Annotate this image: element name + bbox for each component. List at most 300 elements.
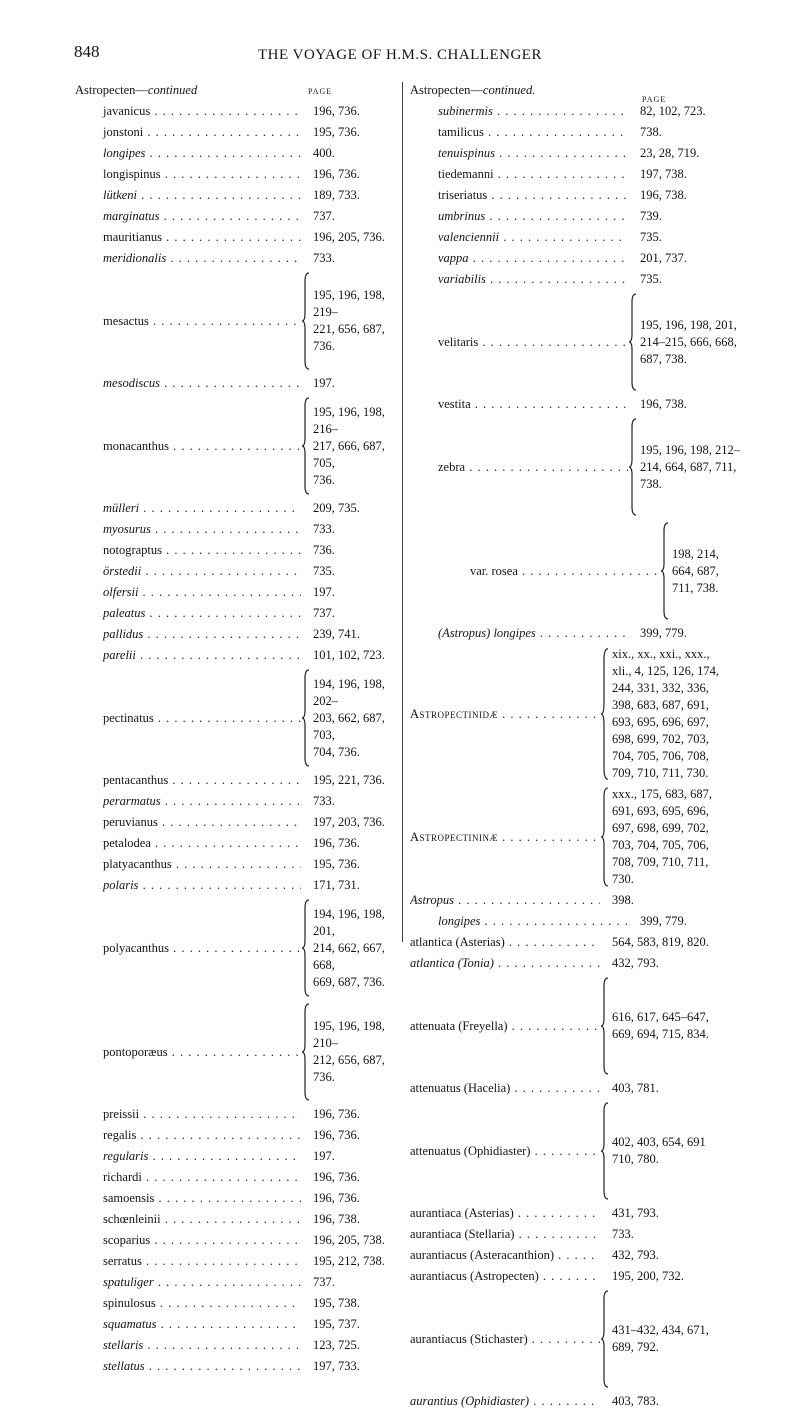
page-number: 848 [74, 42, 100, 61]
page-label: PAGE [642, 95, 667, 104]
entry-term: Astropectininæ . . [410, 830, 600, 844]
page-reference-line: 244, 331, 332, 336, [612, 681, 709, 695]
entry-name [75, 1337, 301, 1354]
heading-genus: Astropecten— [75, 83, 148, 97]
entry-pages [311, 521, 395, 538]
entry-term: longispinus . . [103, 167, 301, 181]
entry-name [410, 396, 628, 413]
index-entry [75, 373, 395, 394]
entry-term: marginatus . . [103, 209, 301, 223]
entry-pages [311, 877, 395, 894]
page-reference-line: 704, 736. [313, 744, 360, 759]
brace [628, 208, 638, 225]
brace [628, 187, 638, 204]
brace [301, 1127, 311, 1144]
entry-name [75, 1169, 301, 1186]
page-reference-line: 197. [313, 585, 335, 599]
index-entry [75, 1251, 395, 1272]
page-reference-line: 698, 699, 702, 703, [612, 732, 709, 746]
entry-term: aurantiaca (Asterias) . . [410, 1206, 600, 1220]
entry-pages [638, 208, 740, 225]
entry-name [410, 166, 628, 183]
entry-pages [311, 835, 395, 852]
entry-term: attenuatus (Hacelia) . . [410, 1081, 600, 1095]
brace [660, 521, 670, 621]
entry-name [75, 1044, 301, 1061]
page-reference-line: 197, 738. [640, 167, 687, 181]
page-reference-line: 189, 733. [313, 188, 360, 202]
brace [301, 1148, 311, 1165]
entry-term: polyacanthus . . [103, 941, 301, 955]
entry-pages [311, 187, 395, 204]
entry-term: jonstoni . . [103, 125, 301, 139]
brace [600, 1080, 610, 1097]
page-reference-line: 197. [313, 376, 335, 390]
entry-pages [311, 626, 395, 643]
entry-pages [610, 1205, 740, 1222]
page-reference-line: 123, 725. [313, 1338, 360, 1352]
entry-term: aurantiaca (Stellaria) . . [410, 1227, 600, 1241]
entry-term: variabilis . . [438, 272, 628, 286]
brace [628, 124, 638, 141]
index-entry [410, 623, 740, 644]
page-reference-line: 209, 735. [313, 501, 360, 515]
brace [628, 145, 638, 162]
index-entry [410, 519, 740, 623]
entry-term: vestita . . [438, 397, 628, 411]
page-reference-line: 739. [640, 209, 662, 223]
entry-term: stellatus . . [103, 1359, 301, 1373]
index-entry [75, 1209, 395, 1230]
entry-term: örstedii . . [103, 564, 301, 578]
page-reference-line: 400. [313, 146, 335, 160]
page-reference-line: 82, 102, 723. [640, 104, 706, 118]
entry-name [75, 187, 301, 204]
entry-term: valenciennii . . [438, 230, 628, 244]
brace [301, 1106, 311, 1123]
entry-name [75, 1106, 301, 1123]
index-entry [410, 1266, 740, 1287]
entry-pages [311, 647, 395, 664]
heading-continued: continued. [482, 83, 536, 97]
entry-name [75, 1190, 301, 1207]
entry-name [75, 1316, 301, 1333]
brace [301, 124, 311, 141]
entry-name [75, 313, 301, 330]
entry-term: atlantica (Asterias) . . [410, 935, 600, 949]
index-entry [410, 932, 740, 953]
brace [301, 187, 311, 204]
page-reference-line: 195, 196, 198, 201, [640, 317, 737, 332]
entry-pages [610, 1247, 740, 1264]
page-reference-line: 196, 738. [640, 397, 687, 411]
entry-term: attenuatus (Ophidiaster) . . [410, 1144, 600, 1158]
entry-name [75, 584, 301, 601]
entry-pages [311, 814, 395, 831]
index-entry [75, 1356, 395, 1377]
left-index-column [75, 83, 395, 1377]
brace [301, 793, 311, 810]
entry-term: polaris . . [103, 878, 301, 892]
entry-pages [311, 1274, 395, 1291]
page-reference-line: 221, 656, 687, 736. [313, 322, 385, 353]
page-reference-line: 709, 710, 711, 730. [612, 766, 709, 780]
page-reference-line: 195, 736. [313, 125, 360, 139]
brace [301, 1274, 311, 1291]
entry-pages [670, 546, 740, 597]
entry-pages [311, 584, 395, 601]
brace [301, 626, 311, 643]
page-reference-line: 708, 709, 710, 711, [612, 855, 709, 869]
page-reference-line: 693, 695, 696, 697, [612, 715, 709, 729]
entry-name [75, 542, 301, 559]
index-entry [75, 1000, 395, 1104]
brace [301, 396, 311, 496]
entry-name [410, 1247, 600, 1264]
entry-name [410, 1080, 600, 1097]
brace [301, 521, 311, 538]
brace [301, 814, 311, 831]
entry-name [410, 625, 628, 642]
entry-name [410, 229, 628, 246]
entry-pages [638, 124, 740, 141]
page-reference-line: 669, 687, 736. [313, 974, 385, 989]
page-reference-line: 195, 737. [313, 1317, 360, 1331]
index-entry [75, 1230, 395, 1251]
entry-name [410, 250, 628, 267]
brace [301, 375, 311, 392]
entry-pages [638, 271, 740, 288]
entry-term: squamatus . . [103, 1317, 301, 1331]
entry-name [410, 1226, 600, 1243]
page-reference-line: 196, 736. [313, 1107, 360, 1121]
page-reference-line: 194, 196, 198, 202– [313, 676, 385, 708]
page-reference-line: 197, 733. [313, 1359, 360, 1373]
brace [301, 208, 311, 225]
page-reference-line: 431–432, 434, 671, [612, 1323, 709, 1337]
index-entry [410, 415, 740, 519]
entry-term: atlantica (Tonia) . . [410, 956, 600, 970]
entry-term: aurantius (Ophidiaster) . . [410, 1394, 600, 1408]
page-reference-line: 195, 221, 736. [313, 773, 385, 787]
page-reference-line: 735. [640, 272, 662, 286]
entry-pages [311, 1253, 395, 1270]
page-reference-line: 195, 196, 198, 216– [313, 404, 385, 436]
page-reference-line: 195, 738. [313, 1296, 360, 1310]
brace [628, 103, 638, 120]
index-entry [75, 1104, 395, 1125]
entry-name [410, 208, 628, 225]
entry-pages [311, 563, 395, 580]
heading-genus: Astropecten— [410, 83, 483, 97]
page-reference-line: 730. [612, 872, 634, 886]
brace [301, 772, 311, 789]
page-reference-line: 196, 736. [313, 1128, 360, 1142]
index-entry [75, 394, 395, 498]
entry-term: attenuata (Freyella) . . [410, 1019, 600, 1033]
entry-name [75, 626, 301, 643]
brace [628, 250, 638, 267]
entry-pages [638, 442, 740, 493]
genus-heading [410, 83, 535, 98]
brace-icon [600, 786, 610, 888]
brace [301, 1002, 311, 1102]
entry-name [75, 375, 301, 392]
brace [628, 396, 638, 413]
entry-term: longipes . . [103, 146, 301, 160]
entry-name [75, 1274, 301, 1291]
entry-name [75, 1148, 301, 1165]
brace [600, 1393, 610, 1410]
page-reference-line: 733. [313, 522, 335, 536]
entry-name [410, 913, 628, 930]
brace [301, 271, 311, 371]
entry-pages [311, 772, 395, 789]
index-entry [410, 1099, 740, 1203]
page-reference-line: 735. [640, 230, 662, 244]
entry-name [75, 1253, 301, 1270]
entry-term: pectinatus . . [103, 711, 301, 725]
page-reference-line: 195, 200, 732. [612, 1269, 684, 1283]
entry-name [410, 271, 628, 288]
entry-name [75, 772, 301, 789]
index-entry [410, 1224, 740, 1245]
page-reference-line: 197, 203, 736. [313, 815, 385, 829]
page-reference-line: 196, 205, 736. [313, 230, 385, 244]
brace [301, 605, 311, 622]
entry-name [75, 647, 301, 664]
brace [600, 955, 610, 972]
brace [600, 892, 610, 909]
page-reference-line: 171, 731. [313, 878, 360, 892]
page-reference-line: 704, 705, 706, 708, [612, 749, 709, 763]
index-entry [410, 953, 740, 974]
entry-term: var. rosea . . [470, 564, 660, 578]
index-entry [75, 206, 395, 227]
entry-name [410, 1018, 600, 1035]
index-entry [75, 1146, 395, 1167]
column-divider [402, 82, 403, 942]
brace [301, 500, 311, 517]
page-label: PAGE [308, 87, 333, 96]
brace [301, 898, 311, 998]
entry-term: regalis . . [103, 1128, 301, 1142]
brace [600, 646, 610, 782]
index-entry [410, 164, 740, 185]
entry-pages [311, 1295, 395, 1312]
entry-name [75, 500, 301, 517]
entry-name [75, 793, 301, 810]
brace [600, 1289, 610, 1389]
index-entry [75, 812, 395, 833]
page-reference-line: 195, 212, 738. [313, 1254, 385, 1268]
entry-name [410, 1205, 600, 1222]
genus-heading [75, 83, 197, 98]
entry-name [410, 892, 600, 909]
entry-pages [638, 145, 740, 162]
page-reference-line: 398. [612, 893, 634, 907]
entry-pages [311, 1190, 395, 1207]
page-reference-line: 733. [313, 794, 335, 808]
brace [628, 166, 638, 183]
entry-term: spinulosus . . [103, 1296, 301, 1310]
page-reference-line: 197. [313, 1149, 335, 1163]
entry-name [410, 124, 628, 141]
brace [301, 1316, 311, 1333]
page-reference-line: 201, 737. [640, 251, 687, 265]
page-reference-line: 616, 617, 645–647, [612, 1010, 709, 1024]
entry-pages [610, 1268, 740, 1285]
page-reference-line: 733. [612, 1227, 634, 1241]
index-entry [410, 644, 740, 784]
entry-term: schœnleinii . . [103, 1212, 301, 1226]
page-reference-line: 735. [313, 564, 335, 578]
page-reference-line: 703, 704, 705, 706, [612, 838, 709, 852]
entry-pages [638, 317, 740, 368]
entry-pages [311, 1169, 395, 1186]
page-reference-line: 196, 736. [313, 104, 360, 118]
page-reference-line: 196, 736. [313, 836, 360, 850]
brace [301, 835, 311, 852]
entry-pages [638, 913, 740, 930]
page-reference-line: 195, 736. [313, 857, 360, 871]
entry-pages [311, 229, 395, 246]
entry-term: subinermis . . [438, 104, 628, 118]
page-reference-line: xxx., 175, 683, 687, [612, 787, 712, 801]
brace [628, 292, 638, 392]
entry-pages [311, 856, 395, 873]
page-reference-line: 737. [313, 1275, 335, 1289]
entry-pages [311, 166, 395, 183]
brace [628, 625, 638, 642]
entry-term: longipes . . [438, 914, 628, 928]
brace-icon [301, 271, 311, 371]
entry-pages [311, 1106, 395, 1123]
entry-pages [311, 1358, 395, 1375]
entry-name [410, 563, 660, 580]
index-entry [75, 248, 395, 269]
entry-term: petalodea . . [103, 836, 301, 850]
entry-pages [311, 375, 395, 392]
entry-term: paleatus . . [103, 606, 301, 620]
brace [628, 229, 638, 246]
brace [301, 542, 311, 559]
brace [301, 584, 311, 601]
page-reference-line: xli., 4, 125, 126, 174, [612, 664, 719, 678]
entry-pages [638, 250, 740, 267]
entry-term: olfersii . . [103, 585, 301, 599]
entry-name [75, 1358, 301, 1375]
page-reference-line: 738. [640, 125, 662, 139]
brace [301, 647, 311, 664]
page-reference-line: 402, 403, 654, 691 [612, 1135, 706, 1149]
page-reference-line: 214–215, 666, 668, [640, 334, 737, 349]
entry-name [75, 877, 301, 894]
page-reference-line: 733. [313, 251, 335, 265]
index-entry [410, 911, 740, 932]
entry-name [75, 208, 301, 225]
index-entry [410, 185, 740, 206]
entry-pages [311, 605, 395, 622]
page-reference-line: 691, 693, 695, 696, [612, 804, 709, 818]
entry-name [410, 334, 628, 351]
entry-term: pallidus . . [103, 627, 301, 641]
brace [301, 229, 311, 246]
entry-term: scoparius . . [103, 1233, 301, 1247]
entry-pages [610, 1322, 740, 1356]
entry-pages [610, 892, 740, 909]
page-reference-line: 212, 656, 687, 736. [313, 1053, 385, 1084]
entry-pages [610, 786, 740, 888]
entry-term: stellaris . . [103, 1338, 301, 1352]
entry-pages [311, 1127, 395, 1144]
entry-term: pontoporæus . . [103, 1045, 301, 1059]
page-reference-line: 196, 738. [313, 1212, 360, 1226]
index-entry [75, 833, 395, 854]
page-reference-line: 398, 683, 687, 691, [612, 698, 709, 712]
brace [301, 145, 311, 162]
brace-icon [301, 668, 311, 768]
entry-term: (Astropus) longipes . . [438, 626, 628, 640]
index-entry [75, 519, 395, 540]
entry-name [75, 145, 301, 162]
entry-pages [311, 676, 395, 761]
index-entry [75, 1125, 395, 1146]
index-entry [75, 498, 395, 519]
index-entry [75, 143, 395, 164]
page-reference-line: 399, 779. [640, 626, 687, 640]
page-reference-line: 564, 583, 819, 820. [612, 935, 709, 949]
entry-name [410, 706, 600, 723]
page-reference-line: 195, 196, 198, 219– [313, 288, 385, 319]
entry-term: mauritianus . . [103, 230, 301, 244]
index-entry [75, 854, 395, 875]
right-index-column [410, 83, 740, 1412]
entry-term: tiedemanni . . [438, 167, 628, 181]
brace [301, 250, 311, 267]
index-entry [75, 1314, 395, 1335]
entry-pages [311, 1316, 395, 1333]
entry-name [75, 1295, 301, 1312]
entry-name [75, 1232, 301, 1249]
page-reference-line: 403, 781. [612, 1081, 659, 1095]
brace [301, 877, 311, 894]
brace-icon [301, 898, 311, 998]
entry-pages [311, 1232, 395, 1249]
brace [301, 668, 311, 768]
page-reference-line: 711, 738. [672, 580, 719, 595]
page-reference-line: 697, 698, 699, 702, [612, 821, 709, 835]
entry-pages [638, 187, 740, 204]
entry-term: preissii . . [103, 1107, 301, 1121]
page-reference-line: 203, 662, 687, 703, [313, 710, 385, 742]
brace [301, 856, 311, 873]
brace [628, 271, 638, 288]
entry-name [410, 955, 600, 972]
entry-pages [311, 124, 395, 141]
index-entry [410, 974, 740, 1078]
brace [301, 166, 311, 183]
page-reference-line: 101, 102, 723. [313, 648, 385, 662]
brace [301, 1295, 311, 1312]
index-entry [410, 1287, 740, 1391]
entry-pages [638, 166, 740, 183]
entry-name [75, 710, 301, 727]
index-entry [75, 582, 395, 603]
entry-name [75, 166, 301, 183]
entry-pages [311, 1018, 395, 1086]
brace [301, 1358, 311, 1375]
